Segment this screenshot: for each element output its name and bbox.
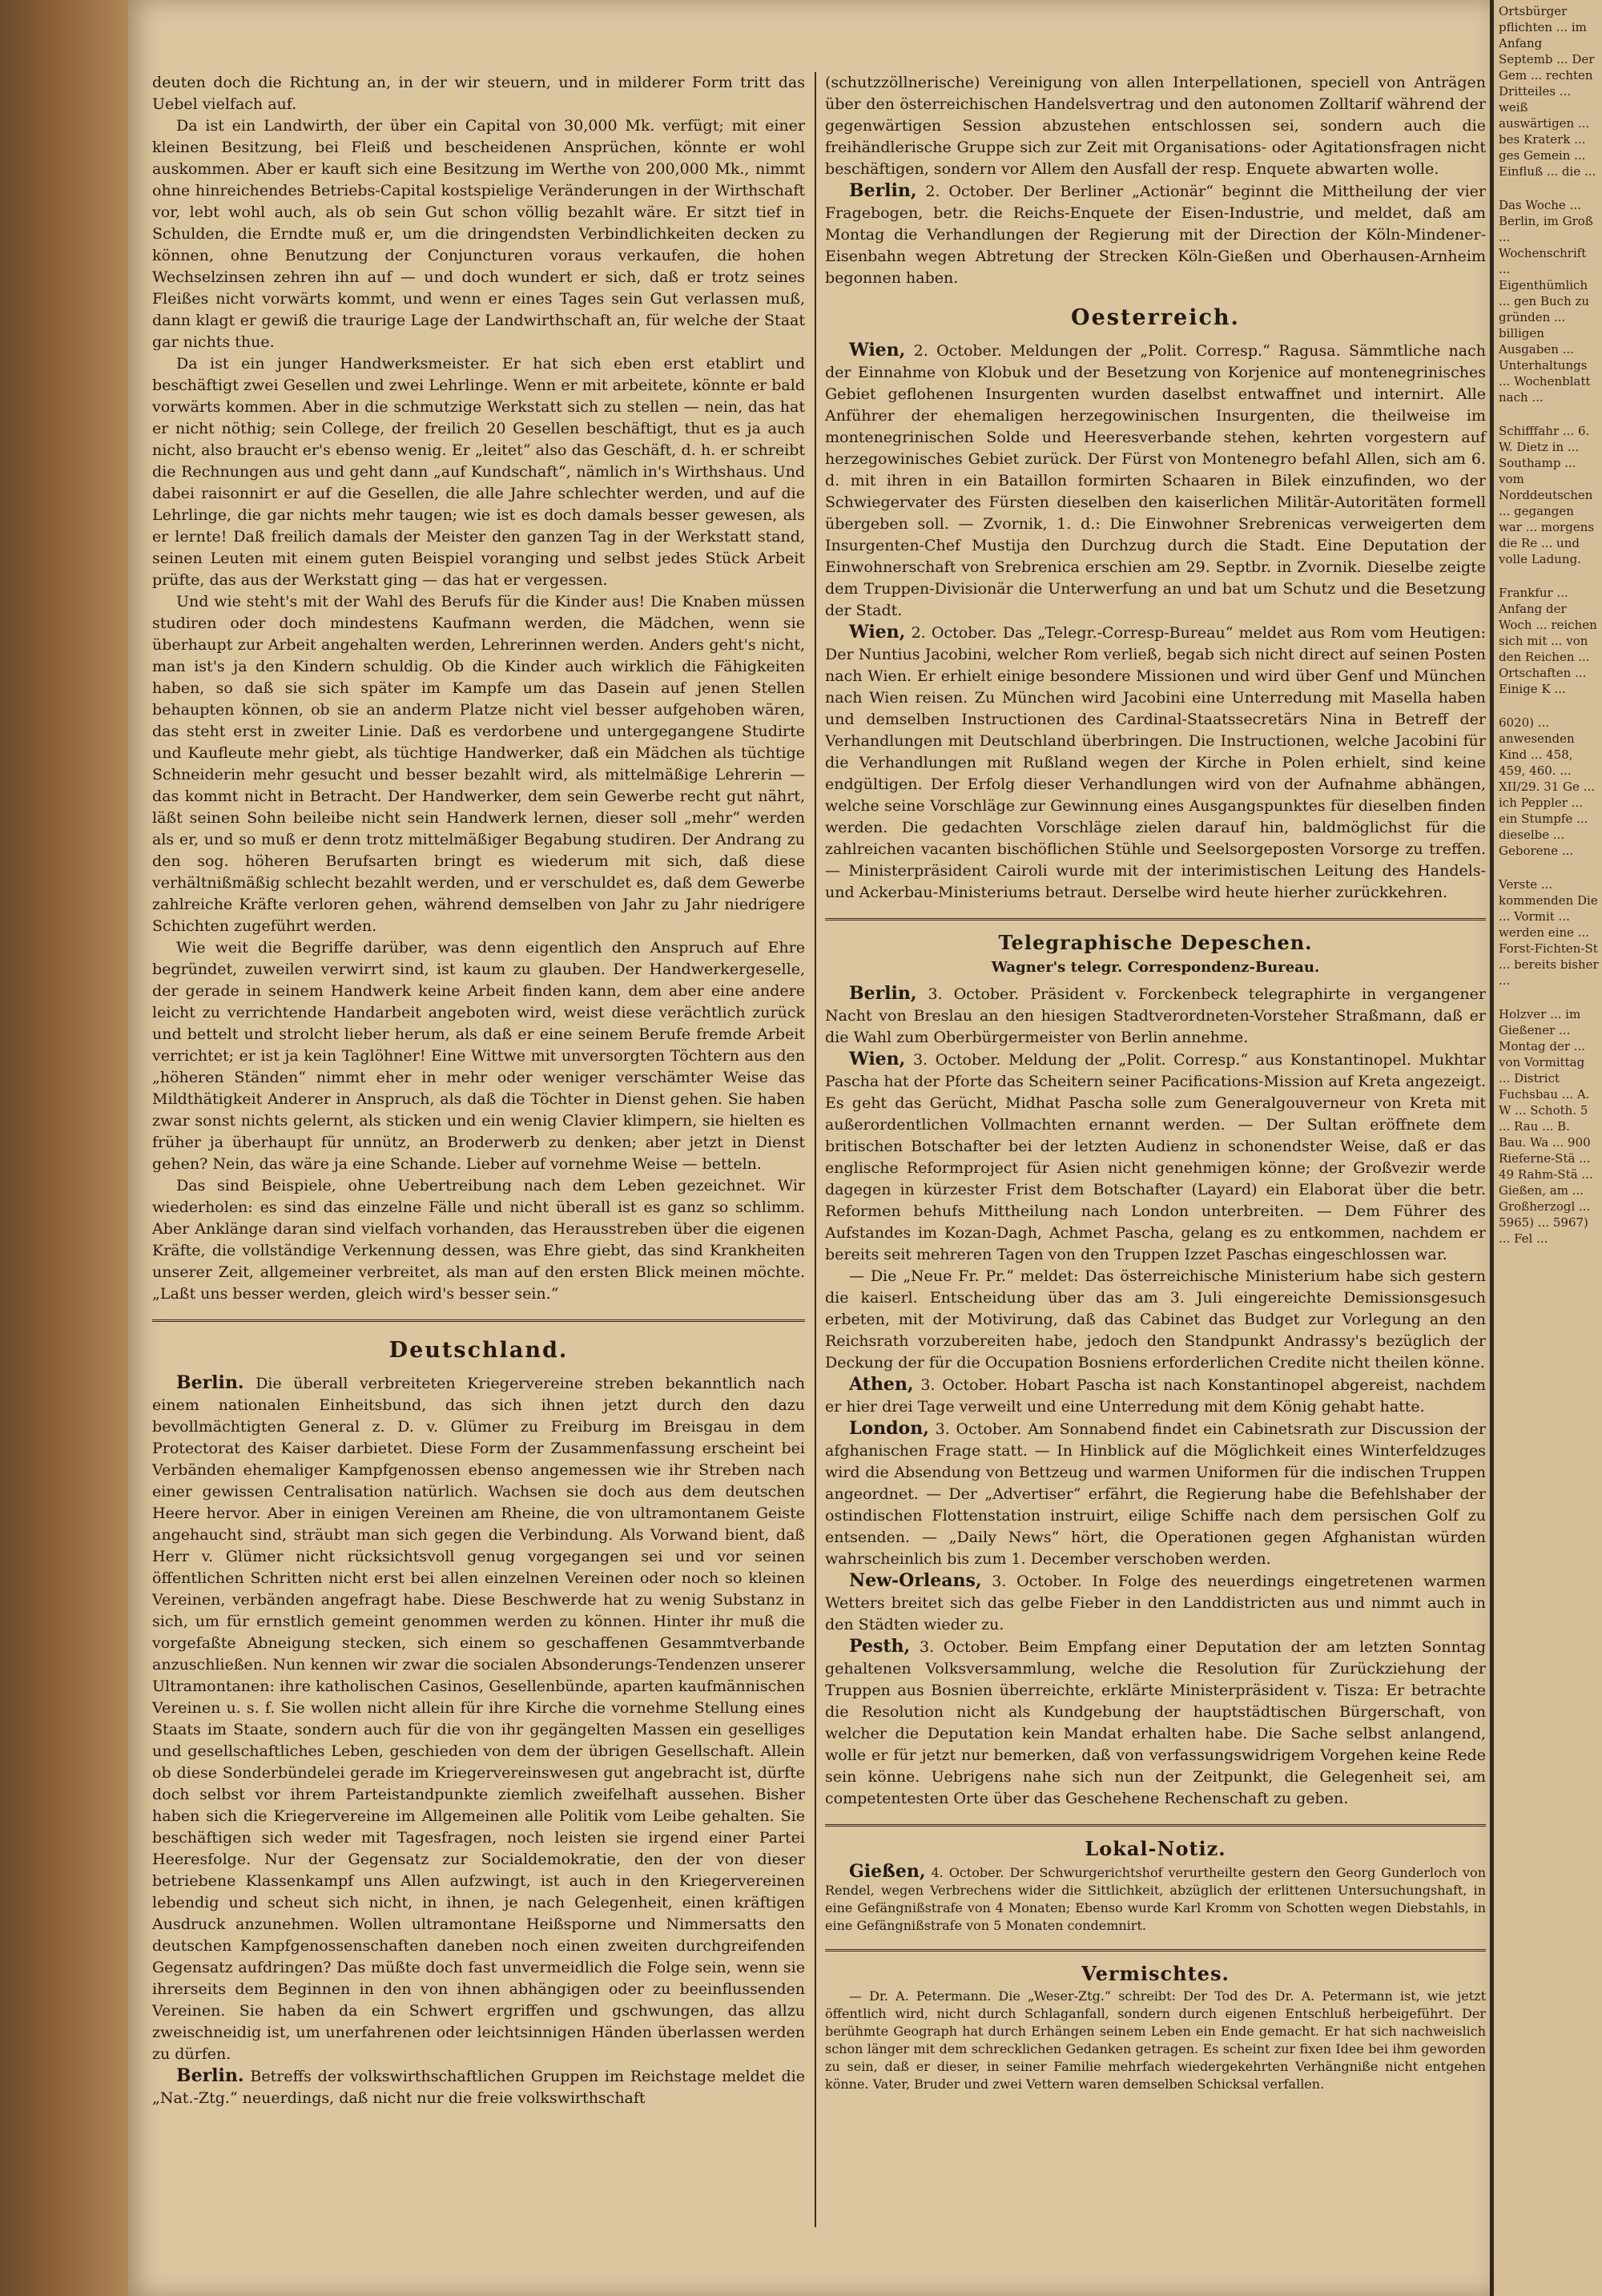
partial-column-text: Verste ... kommenden Die ... Vormit ... werden eine ... Forst-Fichten-St ... bereits bisher ... — [1499, 877, 1599, 988]
section-rule — [152, 1319, 805, 1322]
news-text: Meldung der „Polit. Corresp.“ aus Konstantinopel. Mukhtar Pascha hat der Pforte das Scheitern seiner Pacifications-Mission auf Kreta angezeigt. Es geht das Gerücht, Midhat Pascha solle zum Generalgouverneur von Kreta mit außerordentlichen Vollmachten ernannt werden. — Der Sultan eröffnete dem britischen Botschafter bei der letzten Audienz in schonendster Weise, daß er das englische Reformproject für Asien nicht genehmigen könne; der Großvezir werde dagegen in kürzester Frist dem Botschafter (Layard) ein Elaborat über die betr. Reformen behufs Mittheilung nach London unterbreiten. — Dem Führer des Aufstandes im Kozan-Dagh, Achmet Pascha, gelang es zu entkommen, nachdem er bereits seit mehreren Tagen von den Truppen Izzet Paschas eingeschlossen war. — [825, 1051, 1487, 1263]
dateline-city: Berlin. — [176, 2065, 244, 2086]
dateline-city: Berlin, — [849, 180, 917, 201]
dateline-date: 3. October. — [992, 1573, 1082, 1590]
news-text: In Folge des neuerdings eingetretenen warmen Wetters breitet sich das gelbe Fieber in den Landdistricten aus und nimmt auch in den Städten wieder zu. — [825, 1573, 1487, 1633]
dateline-city: Pesth, — [849, 1636, 911, 1657]
paragraph: Wie weit die Begriffe darüber, was denn eigentlich den Anspruch auf Ehre begründet, zuweilen verwirrt sind, ist kaum zu glauben. Der Handwerkergeselle, der gerade in seinem Handwerk keine Arbeit finden kann, dem aber eine andere leicht zu verrichtende Handarbeit angeboten wird, weist diese verächtlich zurück und bettelt und strolcht lieber herum, als daß er eine seinem Berufe fremde Arbeit verrichtet; er ist ja kein Taglöhner! Eine Wittwe mit unversorgten Töchtern aus den „höheren Ständen“ nimmt eher in mehr oder weniger verschämter Weise das Mildthätigkeit Anderer in Anspruch, als daß die Töchter in Dienst gehen. Sie haben zwar sonst nichts gelernt, als sticken und ein wenig Clavier klimpern, sie hielten es früher ja überhaupt für unnütz, an Broderwerb zu denken; aber jetzt in Dienst gehen? Nein, das wäre ja eine Schande. Lieber auf vornehme Weise — betteln. — [152, 939, 805, 1173]
dateline-date: 2. October. — [913, 342, 1002, 360]
section-heading-vermischtes: Vermischtes. — [1081, 1962, 1230, 1985]
dateline-city: Wien, — [849, 340, 906, 361]
dateline-city: Gießen, — [849, 1861, 926, 1882]
dateline-city: Wien, — [849, 1049, 906, 1069]
news-text: Präsident v. Forckenbeck telegraphirte in vergangener Nacht von Breslau an den hiesigen Stadtverordneten-Vorsteher Straßmann, daß er die Wahl zum Oberbürgermeister von Berlin annehme. — [825, 985, 1486, 1046]
paragraph: deuten doch die Richtung an, in der wir steuern, und in milderer Form tritt das Uebel vielfach auf. — [152, 74, 805, 113]
paragraph: Und wie steht's mit der Wahl des Berufs für die Kinder aus! Die Knaben müssen studiren oder doch mindestens Kaufmann werden, die Mädchen, wenn sie überhaupt zur Arbeit angehalten werden, Lehrerinnen werden. Anders geht's nicht, man ist's ja den Kindern schuldig. Ob die Kinder auch wirklich die Fähigkeiten haben, so daß sie sich später im Kampfe um das Dasein auf jenen Stellen behaupten können, ob sie an anderm Platze nicht viel besser aufgehoben wären, das steht erst in zweiter Linie. Daß es verdorbene und untergegangene Studirte und Kaufleute mehr giebt, als tüchtige Handwerker, daß ein Mädchen als tüchtige Schneiderin mehr gesucht und besser bezahlt wird, als mittelmäßige Lehrerin — das kommt nicht in Betracht. Der Handwerker, dem sein Gewerbe recht gut nährt, läßt seinen Sohn beileibe nicht sein Handwerk lernen, dieser soll „mehr“ werden als er, und so muß er denn trotz mittelmäßiger Begabung studiren. Der Andrang zu den sog. höheren Berufsarten bringt es wiederum mit sich, daß diese verhältnißmäßig schlecht bezahlt werden, und er verschuldet es, daß dem Gewerbe zahlreiche Kräfte verloren gehen, während demselben von Jahr zu Jahr niedrigere Schichten zugeführt werden. — [152, 593, 805, 935]
news-text: Meldungen der „Polit. Corresp.“ Ragusa. Sämmtliche nach der Einnahme von Klobuk und der Besetzung von Korjenice auf montenegrinisches Gebiet geflohenen Insurgenten wurden daselbst entwaffnet und internirt. Alle Anführer der ehemaligen herzegowinischen Insurgenten, die theilweise im montenegrinischen Solde und Heeresverbande stehen, kehrten vorgestern auf herzegowinisches Gebiet zurück. Der Fürst von Montenegro befahl Allen, sich am 6. d. mit ihren in ein Bataillon formirten Schaaren in Bilek einzufinden, wo der Schwiegervater des Fürsten dieselben den kaiserlichen Militär-Autoritäten formell übergeben soll. — Zvornik, 1. d.: Die Einwohner Srebrenicas verweigerten dem Insurgenten-Chef Mustija den Durchzug durch die Stadt. Eine Deputation der Einwohnerschaft von Srebrenica erschien am 29. Septbr. in Zvornik. Dieselbe zeigte dem Truppen-Divisionär die Unterwerfung an und bat um Schutz und die Besetzung der Stadt. — [825, 342, 1486, 619]
partial-column-text: Schifffahr ... 6. W. Dietz in ... Southamp ... vom Norddeutschen ... gegangen war ... morgens die Re ... und volle Ladung. — [1499, 424, 1595, 566]
section-rule — [825, 1824, 1486, 1827]
section-heading-lokal: Lokal-Notiz. — [1085, 1837, 1226, 1860]
partial-column-text: Holzver ... im Gießener ... Montag der ... von Vormittag ... District Fuchsbau ... A. W ... Schoth. 5 ... Rau ... B. Bau. Wa ... 900 Rieferne-Stä ... 49 Rahm-Stä ... Gießen, am ... Großherzogl ... 5965) ... 5967) ... Fel ... — [1499, 1007, 1593, 1246]
dateline-city: London, — [849, 1418, 929, 1439]
news-text: Beim Empfang einer Deputation der am letzten Sonntag gehaltenen Volksversammlung, welche die Resolution für Zurückziehung der Truppen aus Bosnien überreichte, erklärte Ministerpräsident v. Tisza: Er betrachte die Resolution nicht als Kundgebung der hauptstädtischen Bürgerschaft, von welcher die Deputation kein Mandat erhalten habe. Die Sache selbst anlangend, wolle er für jetzt nur bemerken, daß von verfassungswidrigem Vorgehen keine Rede sein könne. Uebrigens nahe sich nun der Zeitpunkt, die Gelegenheit sei, am competentesten Orte über das Geschehene Rechenschaft zu geben. — [825, 1638, 1486, 1807]
section-heading-oesterreich: Oesterreich. — [1071, 305, 1240, 330]
partial-column-text: Ortsbürger pflichten ... im Anfang Septemb ... Der Gem ... rechten Dritteiles ... weiß auswärtigen ... bes Kraterk ... ges Gemein ... Einfluß ... die ... — [1499, 4, 1596, 179]
section-heading-telegraphs: Telegraphische Depeschen. — [998, 931, 1313, 954]
news-text: 4. October. Der Schwurgerichtshof verurtheilte gestern den Georg Gunderloch von Rendel, wegen Verbrechens wider die Sittlichkeit, abzüglich der erlittenen Untersuchungshaft, in eine Gefängnißstrafe von 4 Monaten; Ebenso wurde Karl Kromm von Schotten wegen Diebstahls, in eine Gefängnißstrafe von 5 Monaten condemnirt. — [825, 1865, 1486, 1933]
adjacent-page-edge — [1491, 0, 1602, 2296]
dateline-city: Wien, — [849, 622, 906, 642]
dateline-city: Athen, — [849, 1374, 914, 1395]
news-text: Am Sonnabend findet ein Cabinetsrath zur Discussion der afghanischen Frage statt. — In Hinblick auf die Möglichkeit eines Winterfeldzuges wird die Absendung von Bettzeug und warmen Uniformen für die indischen Truppen angeordnet. — Der „Advertiser“ erfährt, die Regierung habe die Befehlshaber der ostindischen Flottenstation instruirt, eilige Schiffe nach dem persischen Golf zu entsenden. — „Daily News“ hört, die Operationen gegen Afghanistan würden wahrscheinlich bis zum 1. December verschoben werden. — [825, 1420, 1487, 1568]
dateline-date: 3. October. — [928, 985, 1020, 1003]
news-text: Der Berliner „Actionär“ beginnt die Mittheilung der vier Fragebogen, betr. die Reichs-Enquete der Eisen-Industrie, und meldet, daß am Montag die Verhandlungen der Regierung mit der Direction der Köln-Mindener-Eisenbahn wegen Abtretung der Strecken Köln-Gießen und Oberhausen-Arnheim begonnen haben. — [825, 183, 1487, 287]
paragraph: Da ist ein Landwirth, der über ein Capital von 30,000 Mk. verfügt; mit einer kleinen Besitzung, bei Fleiß und bescheidenen Ansprüchen, könnte er wohl auskommen. Aber er kauft sich eine Besitzung im Werthe von 200,000 Mk., nimmt ohne hinreichendes Betriebs-Capital kostspielige Veränderungen in der Wirthschaft vor, lebt wohl auch, als ob sein Gut schon völlig bezahlt wäre. Er sitzt tief in Schulden, die Erndte muß er, um die dringendsten Verbindlichkeiten decken zu können, ohne Benutzung der Conjuncturen voraus verkaufen, die hohen Wechselzinsen zehren ihn auf — und doch wundert er sich, daß er trotz seines Fleißes nicht vorwärts kommt, und wenn er eines Tages sein Gut verlassen muß, dann klagt er gewiß die traurige Lage der Landwirthschaft an, für welche der Staat gar nichts thue. — [152, 117, 805, 351]
dateline-date: 2. October. — [911, 624, 997, 642]
news-text: Die überall verbreiteten Kriegervereine streben bekanntlich nach einem nationalen Einheitsbund, das sich ihnen jetzt durch den dazu bevollmächtigten General z. D. v. Glümer zu Freiburg im Breisgau in dem Protectorat des Kaiser darbietet. Diese Form der Zusammenfassung erscheint bei Verbänden ehemaliger Kampfgenossen ebenso angemessen wie ihr Streben nach einer gewissen Centralisation natürlich. Wachsen sie doch aus dem deutschen Heere hervor. Aber in einigen Vereinen am Rheine, die von ultramontanem Geiste angehaucht sind, sträubt man sich gegen die Verbindung. Als Vorwand bient, daß Herr v. Glümer nicht rücksichtsvoll genug vorgegangen sei und vor seinen öffentlichen Schritten nicht erst bei allen einzelnen Vereinen oder noch so kleinen Vereinen, verbänden angefragt habe. Diese Beschwerde hat zu wenig Substanz in sich, um für ernstlich gemeint genommen werden zu können. Hinter ihr muß die vorgefaßte Abneigung stecken, sich einem so geschaffenen Gesammtverbande anzuschließen. Nun kennen wir zwar die socialen Absonderungs-Tendenzen unserer Ultramontanen: ihre katholischen Casinos, Gesellenbünde, aparten kaufmännischen Vereinen u. s. f. Sie wollen nicht allein für ihre Kirche die vornehme Stellung eines Staats im Staate, sondern auch für die von ihr gegängelten Massen ein geselliges und gesellschaftliches Leben, geschieden von dem der übrigen Gesellschaft. Allein ob diese Sonderbündelei gerade im Kriegervereinswesen gut angebracht ist, dürfte doch selbst vor ihrem Parteistandpunkte ziemlich zweifelhaft aussehen. Bisher haben sich die Kriegervereine im Allgemeinen alle Politik vom Leibe gehalten. Sie beschäftigen sich weder mit Tagesfragen, noch leisten sie irgend einer Partei Heeresfolge. Nur der Gegensatz zur Socialdemokratie, den der von dieser betriebene Klassenkampf uns Allen aufzwingt, ist auch in den Kriegervereinen lebendig und scheut sich nicht, in ihnen, je nach Gelegenheit, einen kräftigen Ausdruck anzunehmen. Wollen ultramontane Heißsporne und Nimmersatts den deutschen Kampfgenossenschaften daneben noch einen zweiten durchgreifenden Gegensatz aufdringen? Das müßte doch fast unvermeidlich die Folge sein, wenn sie ihrerseits dem Beginnen in den von ihnen abhängigen oder zu beeinflussenden Vereinen. Sie haben da ein Schwert ergriffen und gschwungen, das allzu zweischneidig ist, um unerfahrenen oder leichtsinnigen Händen überlassen werden zu dürfen. — [152, 1375, 805, 2063]
left-column — [152, 72, 805, 2109]
column-divider — [815, 72, 816, 2227]
dateline-date: 2. October. — [925, 183, 1015, 200]
paragraph: Das sind Beispiele, ohne Uebertreibung nach dem Leben gezeichnet. Wir wiederholen: es sind das einzelne Fälle und nicht überall ist es ganz so schlimm. Aber Anklänge daran sind vielfach vorhanden, das Herausstreben über die eigenen Kräfte, die vollständige Verkennung dessen, was Ehre giebt, das sind Krankheiten unserer Zeit, allgemeiner verbreitet, als man auf den ersten Blick meinen möchte. „Laßt uns besser werden, gleich wird's besser sein.“ — [152, 1177, 805, 1303]
paragraph: (schutzzöllnerische) Vereinigung von allen Interpellationen, speciell von Anträgen über den österreichischen Handelsvertrag und den autonomen Zolltarif während der gegenwärtigen Session abzustehen entschlossen sei, sondern auch die freihändlerische Gruppe sich zur Zeit mit Organisations- oder Agitationsfragen nicht beschäftigen, sondern vor Allem den Ausfall der resp. Enquete abwarten wolle. — [825, 74, 1486, 178]
dateline-city: New-Orleans, — [849, 1570, 982, 1591]
news-text: — Die „Neue Fr. Pr.“ meldet: Das österreichische Ministerium habe sich gestern die kaiserl. Entscheidung über das am 3. Juli eingereichte Demissionsgesuch erbeten, mit der Motivirung, daß das Cabinet das Budget zur Vorlegung an den Reichsrath vorzubereiten habe, jedoch den Standpunkt Andrassy's bezüglich der Deckung der für die Occupation Bosniens erforderlichen Credite nicht theilen könne. — [825, 1267, 1486, 1372]
partial-column-text: 6020) ... anwesenden Kind ... 458, 459, 460. ... XII/29. 31 Ge ... ich Peppler ... ein Stumpfe ... dieselbe ... Geborene ... — [1499, 715, 1595, 858]
dateline-date: 3. October. — [912, 1051, 1001, 1069]
news-text: Das „Telegr.-Corresp-Bureau“ meldet aus Rom vom Heutigen: Der Nuntius Jacobini, welcher Rom verließ, begab sich nicht direct auf seinen Posten nach Wien. Er erhielt einige besondere Missionen und wird über Genf und München nach Wien reisen. Zu München wird Jacobini eine Unterredung mit Masella haben und demselben Instructionen des Cardinal-Staatssecretärs Nina in Betreff der Verhandlungen mit Deutschland überbringen. Die Instructionen, welche Jacobini für die Verhandlungen mit Rußland wegen der Kirche in Polen erhielt, sind keine endgültigen. Der Erfolg dieser Verhandlungen wird von der Aufnahme abhängen, welche seine Vorschläge zur Gewinnung eines Ausgangspunktes für dieselben finden werden. Die gedachten Vorschläge zielen darauf hin, baldmöglichst für die zahlreichen vacanten bischöflichen Stühle und Seelsorgeposten Vorsorge zu treffen. — Ministerpräsident Cairoli wurde mit der interimistischen Leitung des Handels- und Ackerbau-Ministeriums betraut. Derselbe wird heute hierher zurückkehren. — [825, 624, 1486, 901]
partial-column-text: Frankfur ... Anfang der Woch ... reichen sich mit ... von den Reichen ... Ortschaften ... Einige K ... — [1499, 586, 1597, 696]
dateline-date: 3. October. — [919, 1638, 1009, 1656]
section-rule — [825, 918, 1486, 920]
section-rule — [825, 1949, 1486, 1952]
dateline-date: 3. October. — [935, 1420, 1022, 1438]
partial-column-text: Das Woche ... Berlin, im Groß ... Wochenschrift ... Eigenthümlich ... gen Buch zu gründen ... billigen Ausgaben ... Unterhaltungs ... Wochenblatt nach ... — [1499, 198, 1593, 405]
section-subheading: Wagner's telegr. Correspondenz-Bureau. — [991, 959, 1320, 976]
paragraph: Da ist ein junger Handwerksmeister. Er hat sich eben erst etablirt und beschäftigt zwei Gesellen und zwei Lehrlinge. Wenn er mit arbeitete, könnte er bald vorwärts kommen. Aber in die schmutzige Werkstatt sich zu stellen — nein, das hat er nicht nöthig; sein College, der freilich 20 Gesellen beschäftigt, thut es ja auch nicht, also braucht er's ebenso wenig. Er „leitet“ also das Geschäft, d. h. er schreibt die Rechnungen aus und geht dann „auf Kundschaft“, nämlich in's Wirthshaus. Und dabei raisonnirt er auf die Gesellen, die alle Jahre schlechter werden, und auf die Lehrlinge, die gar nichts mehr taugen; wie ist es doch damals besser gewesen, als er lernte! Daß freilich damals der Meister den ganzen Tag in der Werkstatt stand, seinen Leuten mit einem guten Beispiel voranging und selbst jedes Stück Arbeit prüfte, das aus der Werkstatt ging — das hat er vergessen. — [152, 355, 805, 589]
news-text: Betreffs der volkswirthschaftlichen Gruppen im Reichstage meldet die „Nat.-Ztg.“ neuerdings, daß nicht nur die freie volkswirthschaft — [152, 2068, 805, 2107]
dateline-city: Berlin. — [176, 1372, 244, 1393]
dateline-city: Berlin, — [849, 983, 917, 1004]
book-binding — [0, 0, 128, 2296]
dateline-date: 3. October. — [920, 1376, 1008, 1394]
section-heading-deutschland: Deutschland. — [388, 1338, 569, 1363]
news-text: — Dr. A. Petermann. Die „Weser-Ztg.“ schreibt: Der Tod des Dr. A. Petermann ist, wie jetzt öffentlich wird, nicht durch Schlaganfall, sondern durch eigenen Entschluß herbeigeführt. Der berühmte Geograph hat durch Erhängen seinem Leben ein Ende gemacht. Er hat sich nachweislich schon länger mit dem schrecklichen Gedanken getragen. Es scheint zur fixen Idee bei ihm geworden zu sein, daß er dieser, in seiner Familie mehrfach wiedergekehrten Verhängniße nicht entgehen könne. Vater, Bruder und zwei Vettern waren demselben Schicksal verfallen. — [825, 1988, 1486, 2092]
right-column — [825, 72, 1486, 2093]
news-text: Hobart Pascha ist nach Konstantinopel abgereist, nachdem er hier drei Tage verweilt und eine Unterredung mit dem König gehabt hatte. — [825, 1376, 1486, 1416]
